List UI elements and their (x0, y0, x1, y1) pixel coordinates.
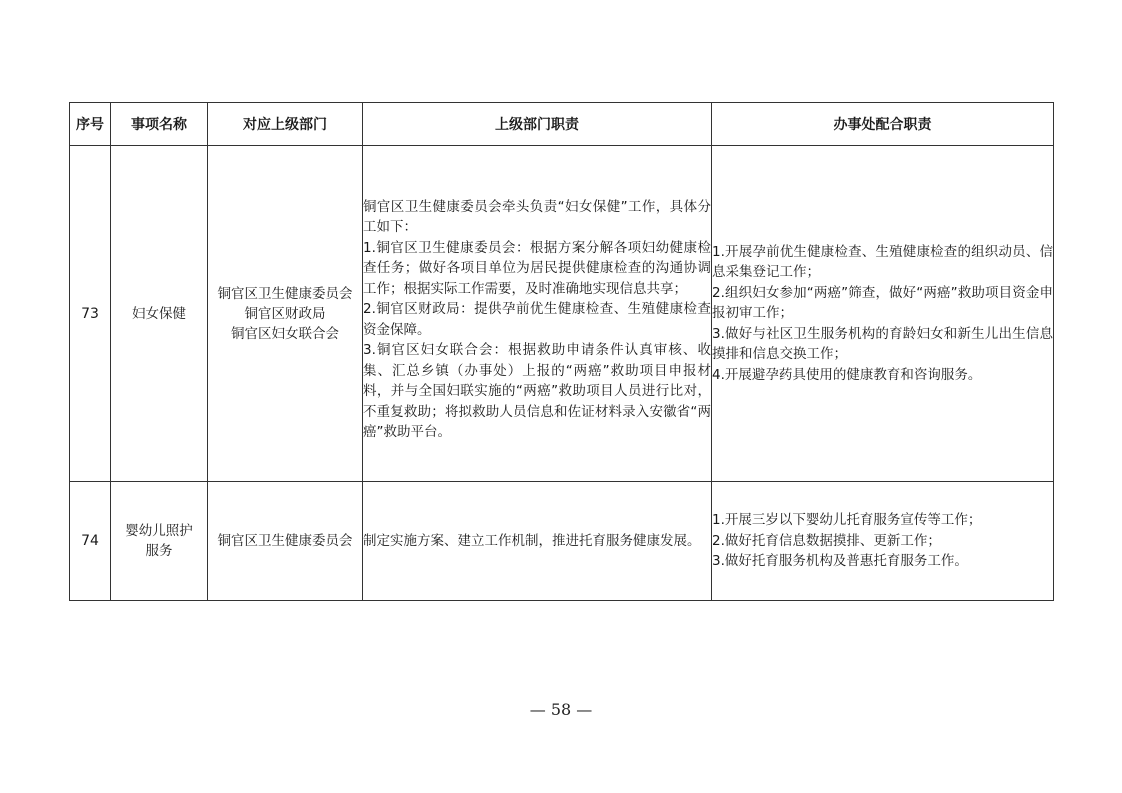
table-row (70, 482, 1054, 601)
header-serial-number: 序号 (70, 103, 111, 146)
table-header-row (70, 103, 1054, 146)
duty-paragraph: 制定实施方案、建立工作机制，推进托育服务健康发展。 (363, 532, 701, 549)
item-name-cell (111, 146, 208, 482)
duty-item: 3.做好与社区卫生服务机构的育龄妇女和新生儿出生信息摸排和信息交换工作； (712, 325, 1053, 363)
duty-table (69, 102, 1054, 601)
upper-duties-cell (363, 146, 712, 482)
duty-item: 3.做好托育服务机构及普惠托育服务工作。 (712, 553, 968, 570)
table-row (70, 146, 1054, 482)
header-item-name: 事项名称 (111, 103, 208, 146)
duty-item: 2.组织妇女参加“两癌”筛查，做好“两癌”救助项目资金申报初审工作； (712, 284, 1053, 322)
page-number: — 58 — (529, 700, 593, 719)
department-cell (208, 146, 363, 482)
office-duties-cell (712, 482, 1054, 601)
department-name: 铜官区卫生健康委员会 (217, 285, 353, 302)
office-duties-cell (712, 146, 1054, 482)
duty-paragraph: 铜官区卫生健康委员会牵头负责“妇女保健”工作，具体分工如下： (363, 198, 711, 235)
header-upper-department: 对应上级部门 (208, 103, 363, 146)
duty-paragraph: 2.铜官区财政局：提供孕前优生健康检查、生殖健康检查资金保障。 (363, 301, 711, 338)
duty-paragraph: 3.铜官区妇女联合会：根据救助申请条件认真审核、收集、汇总乡镇（办事处）上报的“两癌”救助项目申报材料，并与全国妇联实施的“两癌”救助项目人员进行比对，不重复救助；将拟救助人员信息和佐证材料录入安徽省“两癌”救助平台。 (363, 342, 711, 440)
row-number: 74 (70, 482, 111, 601)
item-name: 婴幼儿照护 (125, 523, 193, 539)
department-cell (208, 482, 363, 601)
header-upper-duties: 上级部门职责 (363, 103, 712, 146)
row-number: 73 (70, 146, 111, 482)
duty-item: 4.开展避孕药具使用的健康教育和咨询服务。 (712, 366, 982, 383)
department-name: 铜官区妇女联合会 (231, 325, 339, 342)
duty-paragraph: 1.铜官区卫生健康委员会：根据方案分解各项妇幼健康检查任务；做好各项目单位为居民提供健康检查的沟通协调工作；根据实际工作需要，及时准确地实现信息共享； (363, 239, 711, 297)
item-name: 妇女保健 (132, 305, 186, 322)
duty-item: 1.开展三岁以下婴幼儿托育服务宣传等工作； (712, 512, 982, 529)
item-name: 服务 (145, 543, 173, 559)
department-name: 铜官区财政局 (244, 305, 326, 322)
header-office-duties: 办事处配合职责 (712, 103, 1054, 146)
upper-duties-cell (363, 482, 712, 601)
duty-item: 1.开展孕前优生健康检查、生殖健康检查的组织动员、信息采集登记工作； (712, 243, 1053, 281)
department-name: 铜官区卫生健康委员会 (217, 533, 353, 549)
item-name-cell (111, 482, 208, 601)
duty-item: 2.做好托育信息数据摸排、更新工作； (712, 532, 941, 549)
